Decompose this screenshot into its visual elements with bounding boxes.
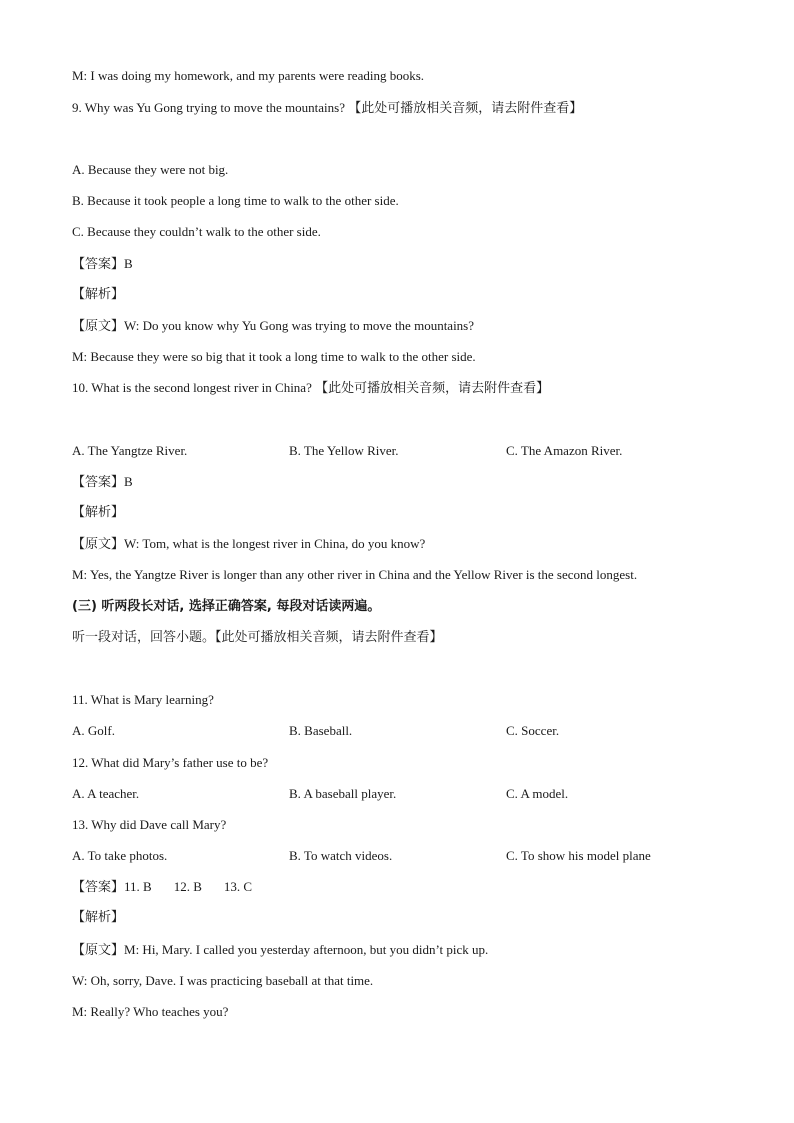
question-9 <box>72 100 582 117</box>
audio-note[interactable]: 【此处可播放相关音频，请去附件查看】 <box>315 381 550 396</box>
original-text: W: Do you know why Yu Gong was trying to move the mountains? <box>124 318 475 333</box>
option-a: A. A teacher. <box>72 786 140 801</box>
answer-value: B <box>124 474 133 489</box>
dialogue-line: M: Yes, the Yangtze River is longer than any other river in China and the Yellow River is the second longest. <box>72 567 638 582</box>
original-label: 【原文】 <box>72 319 125 334</box>
option-a: A. The Yangtze River. <box>72 443 188 458</box>
option-b: B. The Yellow River. <box>289 443 399 458</box>
option-b: B. Baseball. <box>289 723 353 738</box>
answer-value: 11. B <box>124 879 152 894</box>
dialogue-line: M: Because they were so big that it took a long time to walk to the other side. <box>72 349 476 364</box>
answer-value: B <box>124 256 133 271</box>
dialogue-line: W: Oh, sorry, Dave. I was practicing baseball at that time. <box>72 973 374 988</box>
dialogue-line: M: Really? Who teaches you? <box>72 1004 229 1019</box>
answer-label: 【答案】 <box>72 257 125 272</box>
answer-row <box>72 879 252 896</box>
original-text-row <box>72 318 474 335</box>
question-11: 11. What is Mary learning? <box>72 692 214 707</box>
answer-row <box>72 256 133 273</box>
analysis-label: 【解析】 <box>72 910 125 925</box>
question-12: 12. What did Mary’s father use to be? <box>72 755 269 770</box>
option-a: A. Golf. <box>72 723 115 738</box>
option-c: C. To show his model plane <box>506 848 651 863</box>
option-a: A. To take photos. <box>72 848 168 863</box>
option-b: B. A baseball player. <box>289 786 397 801</box>
original-label: 【原文】 <box>72 943 125 958</box>
answer-value: 13. C <box>223 879 253 894</box>
option-a: A. Because they were not big. <box>72 162 229 177</box>
dialogue-line: M: I was doing my homework, and my parents were reading books. <box>72 68 425 83</box>
original-text-row <box>72 942 488 959</box>
answer-label: 【答案】 <box>72 880 125 895</box>
answer-row <box>72 474 133 491</box>
option-c: C. A model. <box>506 786 569 801</box>
analysis-label: 【解析】 <box>72 287 125 302</box>
option-c: C. Because they couldn’t walk to the other side. <box>72 224 321 239</box>
section-heading: (三) 听两段长对话, 选择正确答案, 每段对话读两遍。 <box>72 599 381 614</box>
original-text-row <box>72 536 425 553</box>
analysis-label: 【解析】 <box>72 505 125 520</box>
original-text: W: Tom, what is the longest river in China, do you know? <box>124 536 426 551</box>
answer-label: 【答案】 <box>72 475 125 490</box>
question-10 <box>72 380 549 397</box>
option-b: B. To watch videos. <box>289 848 393 863</box>
option-c: C. Soccer. <box>506 723 560 738</box>
question-text: 9. Why was Yu Gong trying to move the mountains? <box>72 100 345 115</box>
answer-value: 12. B <box>173 879 202 894</box>
question-text: 10. What is the second longest river in China? <box>72 380 312 395</box>
option-c: C. The Amazon River. <box>506 443 623 458</box>
listen-instruction[interactable]: 听一段对话，回答小题。【此处可播放相关音频，请去附件查看】 <box>72 630 443 645</box>
original-text: M: Hi, Mary. I called you yesterday afternoon, but you didn’t pick up. <box>124 942 489 957</box>
original-label: 【原文】 <box>72 537 125 552</box>
question-13: 13. Why did Dave call Mary? <box>72 817 227 832</box>
option-b: B. Because it took people a long time to walk to the other side. <box>72 193 399 208</box>
audio-note[interactable]: 【此处可播放相关音频，请去附件查看】 <box>348 101 583 116</box>
